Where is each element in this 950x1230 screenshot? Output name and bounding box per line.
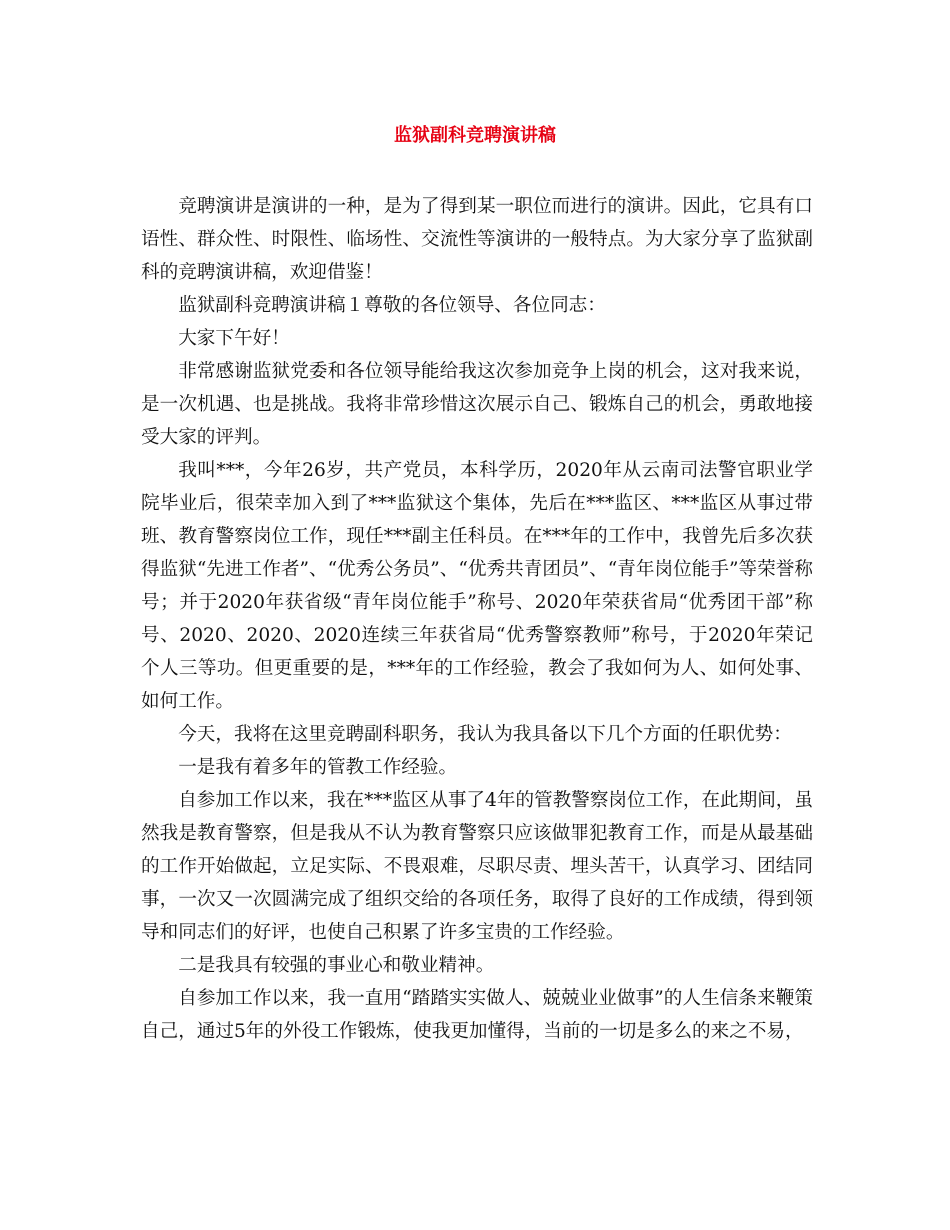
paragraph-point-one: 一是我有着多年的管教工作经验。 [178,757,458,778]
document-body [141,190,813,1048]
paragraph-point-two-detail: 自参加工作以来，我一直用“踏踏实实做人、兢兢业业做事”的人生信条来鞭策自己，通过5年的外役工作锻炼，使我更加懂得，当前的一切是多么的来之不易， [141,988,813,1042]
paragraph-point-one-detail: 自参加工作以来，我在***监区从事了4年的管教警察岗位工作，在此期间，虽然我是教育警察，但是我从不认为教育警察只应该做罪犯教育工作，而是从最基础的工作开始做起，立足实际、不畏艰难，尽职尽责、埋头苦干，认真学习、团结同事，一次又一次圆满完成了组织交给的各项任务，取得了良好的工作成绩，得到领导和同志们的好评，也使自己积累了许多宝贵的工作经验。 [141,790,813,943]
paragraph-intro: 竞聘演讲是演讲的一种，是为了得到某一职位而进行的演讲。因此，它具有口语性、群众性、时限性、临场性、交流性等演讲的一般特点。为大家分享了监狱副科的竞聘演讲稿，欢迎借鉴！ [141,196,813,283]
document-title: 监狱副科竞聘演讲稿 [394,125,556,146]
paragraph-self-introduction: 我叫***，今年26岁，共产党员，本科学历，2020年从云南司法警官职业学院毕业后，很荣幸加入到了***监狱这个集体，先后在***监区、***监区从事过带班、教育警察岗位工作，现任***副主任科员。在***年的工作中，我曾先后多次获得监狱“先进工作者”、“优秀公务员”、“优秀共青团员”、“青年岗位能手”等荣誉称号；并于2020年获省级“青年岗位能手”称号、2020年荣获省局“优秀团干部”称号、2020、2020、2020连续三年获省局“优秀警察教师”称号，于2020年荣记个人三等功。但更重要的是，***年的工作经验，教会了我如何为人、如何处事、如何工作。 [141,460,813,712]
paragraph-thanks: 非常感谢监狱党委和各位领导能给我这次参加竞争上岗的机会，这对我来说，是一次机遇、也是挑战。我将非常珍惜这次展示自己、锻炼自己的机会，勇敢地接受大家的评判。 [141,361,813,448]
paragraph-advantages-lead: 今天，我将在这里竞聘副科职务，我认为我具备以下几个方面的任职优势： [178,724,792,745]
paragraph-salutation: 监狱副科竞聘演讲稿１尊敬的各位领导、各位同志： [178,295,606,316]
paragraph-point-two: 二是我具有较强的事业心和敬业精神。 [178,955,495,976]
paragraph-greeting: 大家下午好！ [178,328,290,349]
